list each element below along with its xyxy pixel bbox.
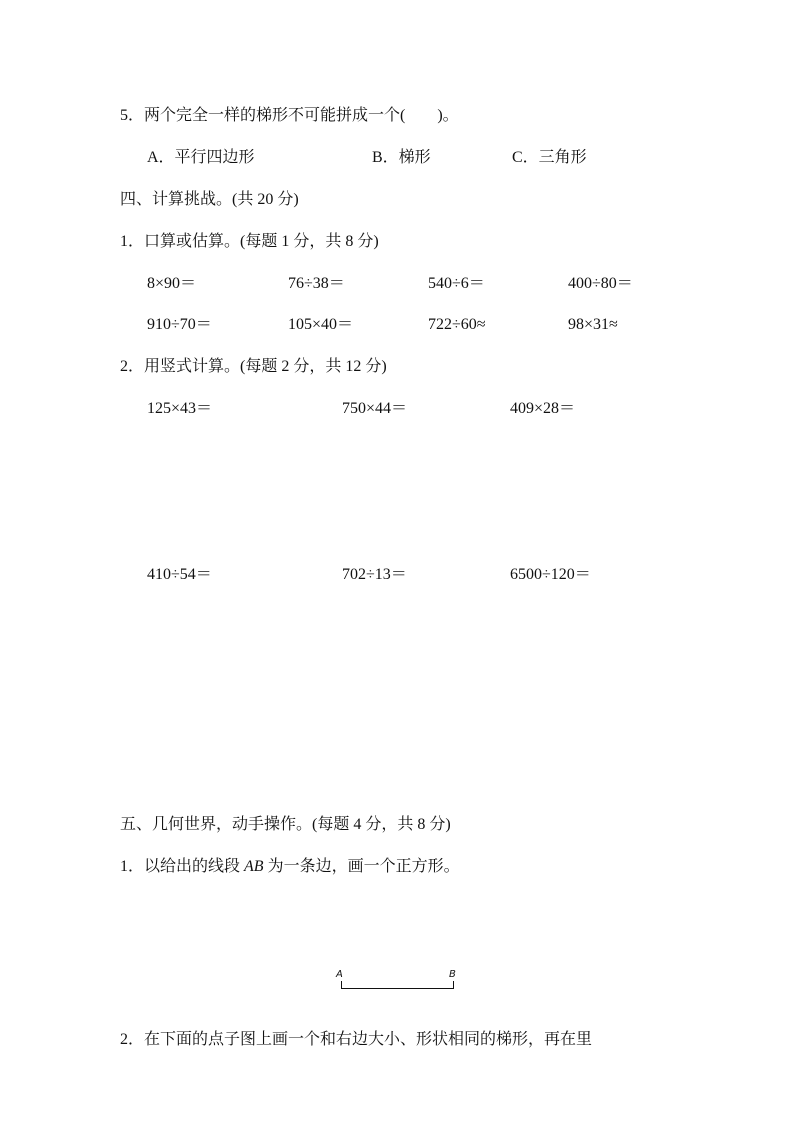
segment-name: AB — [244, 858, 264, 875]
question-5-1-prefix: 1．以给出的线段 — [120, 858, 245, 875]
vertical-calc-item: 750×44＝ — [342, 400, 408, 417]
mental-calc-item: 910÷70＝ — [147, 316, 212, 333]
mental-calc-item: 98×31≈ — [568, 316, 618, 333]
vertical-calc-item: 125×43＝ — [147, 400, 213, 417]
section-5-title: 五、几何世界，动手操作。(每题 4 分，共 8 分) — [120, 816, 451, 833]
question-5-2: 2．在下面的点子图上画一个和右边大小、形状相同的梯形，再在里 — [120, 1031, 593, 1048]
point-b-label: B — [449, 969, 456, 980]
point-a-label: A — [336, 969, 343, 980]
question-4-2: 2．用竖式计算。(每题 2 分，共 12 分) — [120, 358, 387, 375]
option-a: A．平行四边形 — [147, 149, 255, 166]
option-b: B．梯形 — [372, 149, 431, 166]
vertical-calc-item: 410÷54＝ — [147, 566, 212, 583]
segment-ab-line — [341, 988, 454, 989]
section-4-title: 四、计算挑战。(共 20 分) — [120, 191, 299, 208]
question-5-1-suffix: 为一条边，画一个正方形。 — [263, 858, 460, 875]
mental-calc-item: 76÷38＝ — [288, 275, 345, 292]
question-4-1: 1．口算或估算。(每题 1 分，共 8 分) — [120, 233, 379, 250]
vertical-calc-item: 6500÷120＝ — [510, 566, 591, 583]
segment-endpoint-a — [341, 981, 342, 988]
vertical-calc-item: 409×28＝ — [510, 400, 576, 417]
question-3-5: 5．两个完全一样的梯形不可能拼成一个( )。 — [120, 107, 459, 124]
segment-endpoint-b — [453, 981, 454, 988]
mental-calc-item: 400÷80＝ — [568, 275, 633, 292]
option-c: C．三角形 — [512, 149, 587, 166]
mental-calc-item: 722÷60≈ — [428, 316, 486, 333]
mental-calc-item: 540÷6＝ — [428, 275, 485, 292]
question-5-1 — [120, 859, 460, 875]
vertical-calc-item: 702÷13＝ — [342, 566, 407, 583]
mental-calc-item: 8×90＝ — [147, 275, 197, 292]
mental-calc-item: 105×40＝ — [288, 316, 354, 333]
